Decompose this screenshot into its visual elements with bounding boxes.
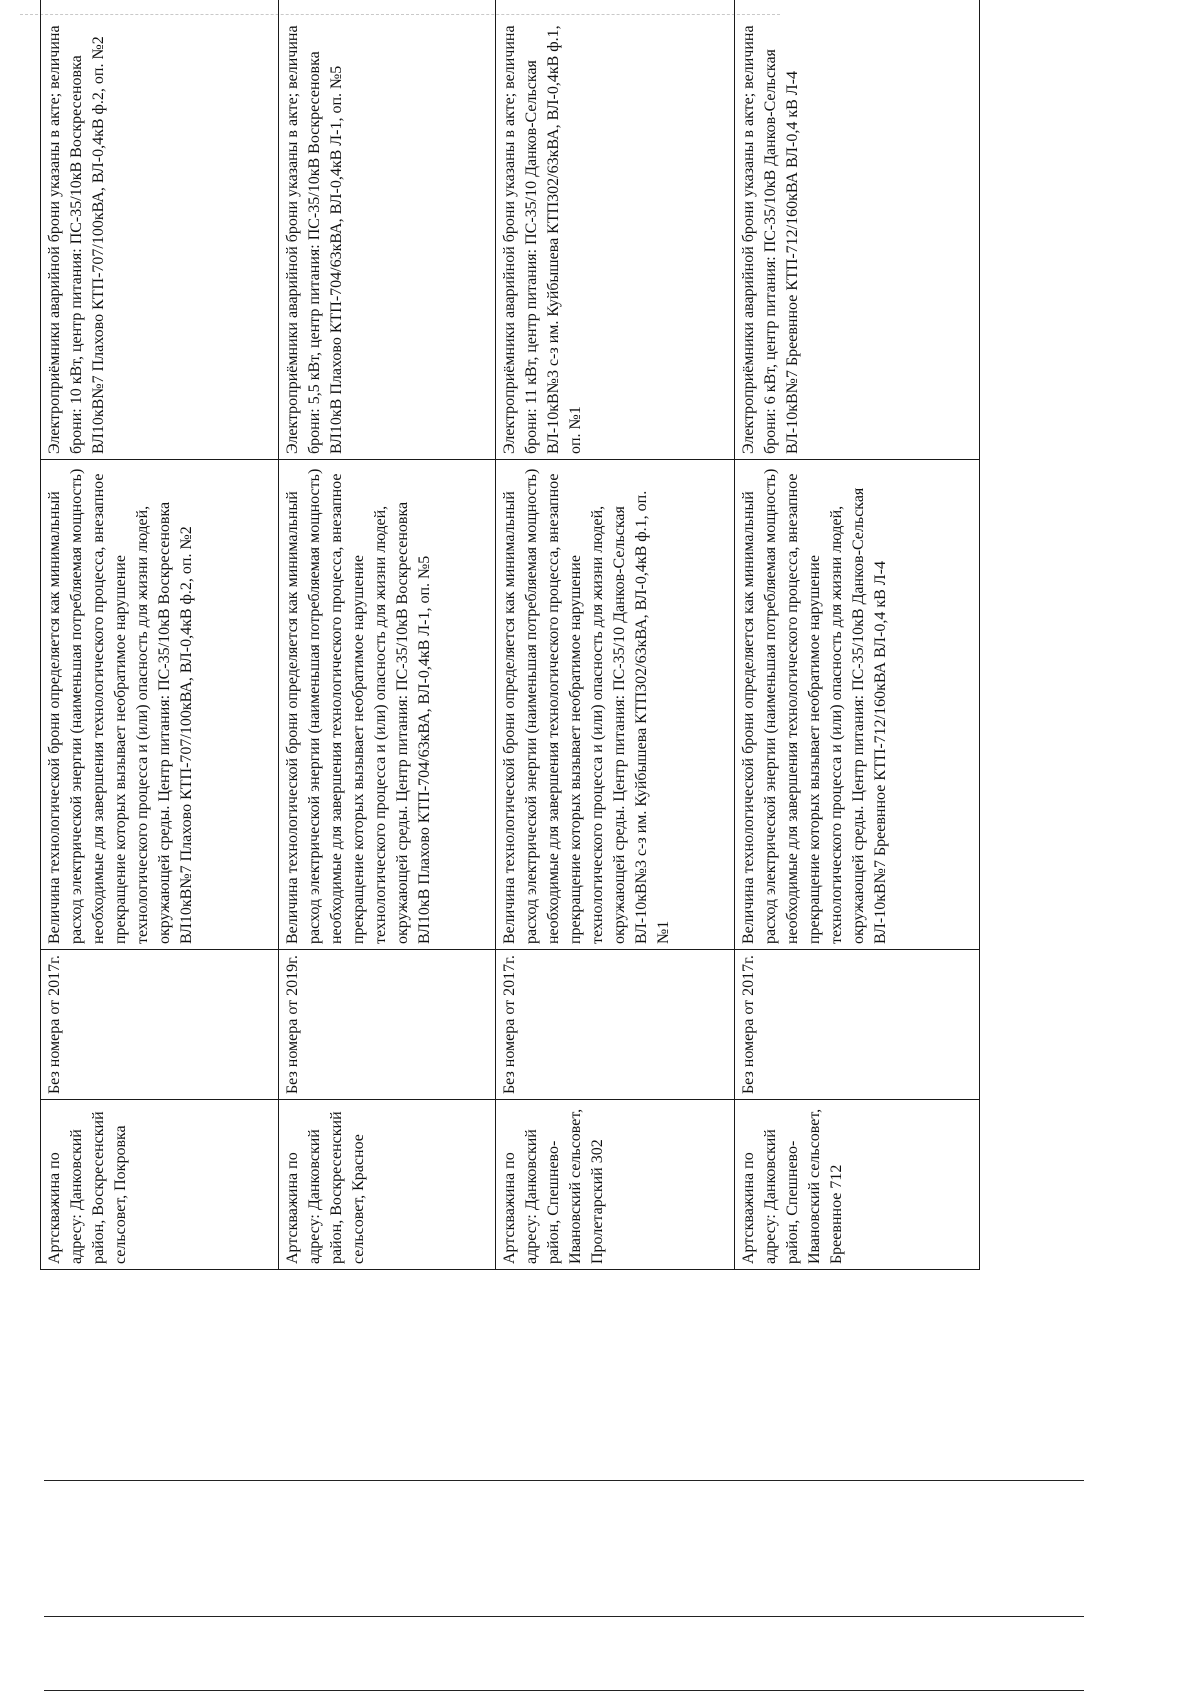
table-row xyxy=(735,0,980,1270)
document-cell: Без номера от 2017г. xyxy=(41,950,279,1100)
emergency-reserve-cell: Электроприёмники аварийной брони указаны в акте; величина брони: 11 кВт, центр питания: ПС-35/10 Данков-Сельская ВЛ-10кВ№3 с-з им. Куйбышева КТП302/63кВА, ВЛ-0,4кВ ф.1, оп. №1 xyxy=(496,0,735,460)
document-cell: Без номера от 2019г. xyxy=(279,950,496,1100)
emergency-reserve-cell: Электроприёмники аварийной брони указаны в акте; величина брони: 6 кВт, центр питания: ПС-35/10кВ Данков-Сельская ВЛ-10кВ№7 Бреевнное КТП-712/160кВА ВЛ-0,4 кВ Л-4 xyxy=(735,0,980,460)
tech-reserve-cell: Величина технологической брони определяется как минимальный расход электрической энергии (наименьшая потребляемая мощность) необходимые для завершения технологического процесса, внезапное прекращение которых вызывает необратимое нарушение технологического процесса и (или) опасность для жизни людей, окружающей среды. Центр питания: ПС-35/10кВ Воскресеновка ВЛ10кВ№7 Плахово КТП-707/100кВА, ВЛ-0,4кВ ф.2, оп. №2 xyxy=(41,460,279,950)
horizontal-rule xyxy=(44,1480,1084,1481)
emergency-reserve-cell: Электроприёмники аварийной брони указаны в акте; величина брони: 5,5 кВт, центр питания: ПС-35/10кВ Воскресеновка ВЛ10кВ Плахово КТП-704/63кВА, ВЛ-0,4кВ Л-1, оп. №5 xyxy=(279,0,496,460)
table-row xyxy=(41,0,279,1270)
table-row xyxy=(279,0,496,1270)
reserve-table xyxy=(40,0,980,1270)
object-cell: Артскважина по адресу: Данковский район, Спешнево-Ивановский сельсовет, Бреевнное 712 xyxy=(735,1100,980,1270)
tech-reserve-cell: Величина технологической брони определяется как минимальный расход электрической энергии (наименьшая потребляемая мощность) необходимые для завершения технологического процесса, внезапное прекращение которых вызывает необратимое нарушение технологического процесса и (или) опасность для жизни людей, окружающей среды. Центр питания: ПС-35/10кВ Воскресеновка ВЛ10кВ Плахово КТП-704/63кВА, ВЛ-0,4кВ Л-1, оп. №5 xyxy=(279,460,496,950)
horizontal-rule xyxy=(44,1690,1084,1691)
rotated-page xyxy=(40,0,1090,1270)
object-cell: Артскважина по адресу: Данковский район, Спешнево-Ивановский сельсовет, Пролетарский 302 xyxy=(496,1100,735,1270)
object-cell: Артскважина по адресу: Данковский район, Воскресенский сельсовет, Покровка xyxy=(41,1100,279,1270)
document-cell: Без номера от 2017г. xyxy=(735,950,980,1100)
object-cell: Артскважина по адресу: Данковский район, Воскресенский сельсовет, Красное xyxy=(279,1100,496,1270)
document-cell: Без номера от 2017г. xyxy=(496,950,735,1100)
table-row xyxy=(496,0,735,1270)
emergency-reserve-cell: Электроприёмники аварийной брони указаны в акте; величина брони: 10 кВт, центр питания: ПС-35/10кВ Воскресеновка ВЛ10кВ№7 Плахово КТП-707/100кВА, ВЛ-0,4кВ ф.2, оп. №2 xyxy=(41,0,279,460)
tech-reserve-cell: Величина технологической брони определяется как минимальный расход электрической энергии (наименьшая потребляемая мощность) необходимые для завершения технологического процесса, внезапное прекращение которых вызывает необратимое нарушение технологического процесса и (или) опасность для жизни людей, окружающей среды. Центр питания: ПС-35/10кВ Данков-Сельская ВЛ-10кВ№7 Бреевнное КТП-712/160кВА ВЛ-0,4 кВ Л-4 xyxy=(735,460,980,950)
tech-reserve-cell: Величина технологической брони определяется как минимальный расход электрической энергии (наименьшая потребляемая мощность) необходимые для завершения технологического процесса, внезапное прекращение которых вызывает необратимое нарушение технологического процесса и (или) опасность для жизни людей, окружающей среды. Центр питания: ПС-35/10 Данков-Сельская ВЛ-10кВ№3 с-з им. Куйбышева КТП302/63кВА, ВЛ-0,4кВ ф.1, оп. №1 xyxy=(496,460,735,950)
horizontal-rule xyxy=(44,1616,1084,1617)
